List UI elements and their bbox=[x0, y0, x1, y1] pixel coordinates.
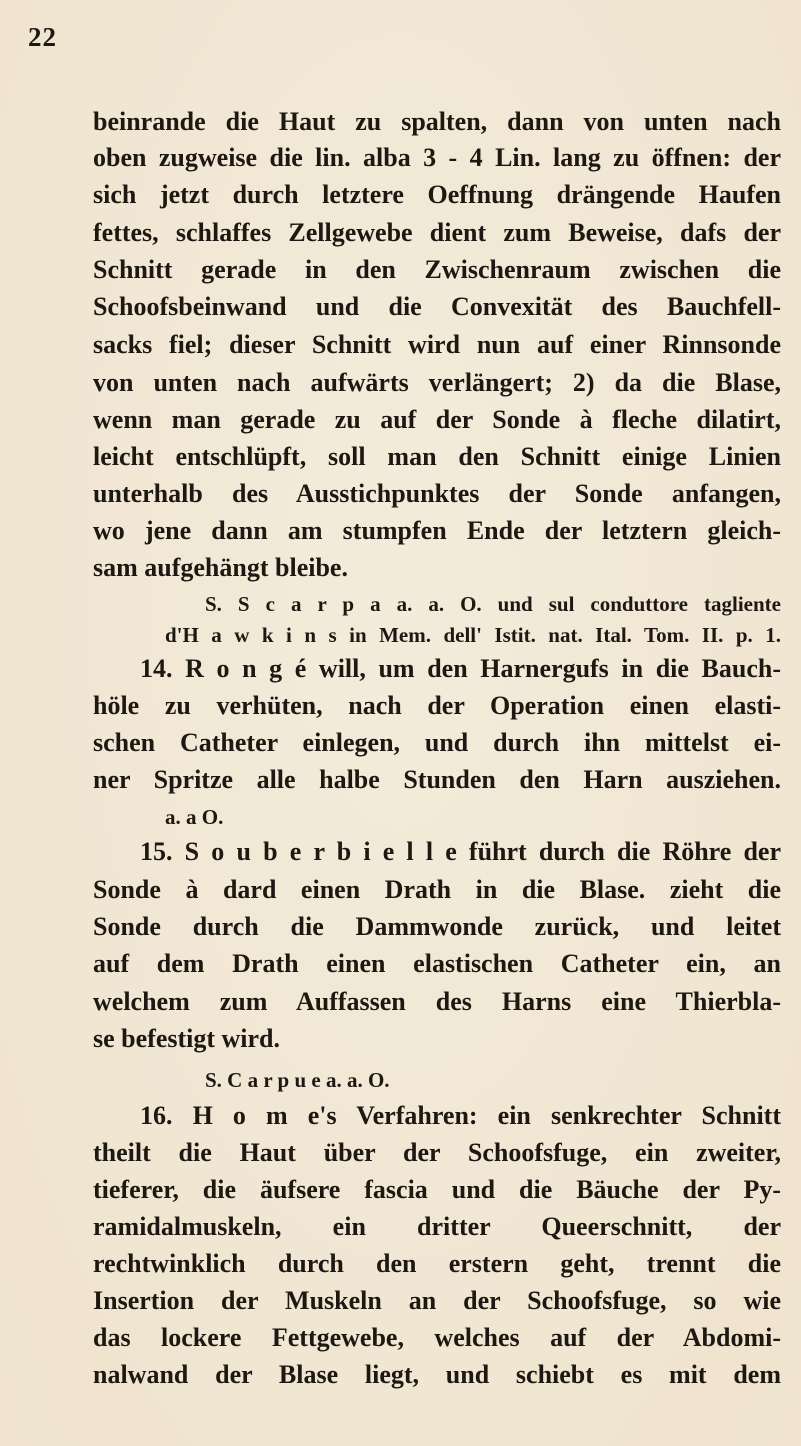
text-line: auf dem Drath einen elastischen Catheter ein, an bbox=[93, 949, 781, 978]
text-line: 14. R o n g é will, um den Harnergufs in die Bauch- bbox=[140, 654, 781, 683]
text-line: oben zugweise die lin. alba 3 - 4 Lin. lang zu öffnen: der bbox=[93, 143, 781, 172]
text-line: welchem zum Auffassen des Harns eine Thierbla- bbox=[93, 987, 781, 1016]
text-line: das lockere Fettgewebe, welches auf der Abdomi- bbox=[93, 1323, 781, 1352]
text-line: unterhalb des Ausstichpunktes der Sonde anfangen, bbox=[93, 479, 781, 508]
text-line: sam aufgehängt bleibe. bbox=[93, 553, 348, 582]
text-line: beinrande die Haut zu spalten, dann von unten nach bbox=[93, 107, 781, 136]
text-line: S. S c a r p a a. a. O. und sul conduttore tagliente bbox=[205, 592, 781, 616]
text-line: fettes, schlaffes Zellgewebe dient zum Beweise, dafs der bbox=[93, 218, 781, 247]
text-line: se befestigt wird. bbox=[93, 1024, 281, 1053]
text-line: Insertion der Muskeln an der Schoofsfuge, so wie bbox=[93, 1286, 781, 1315]
text-line: d'H a w k i n s in Mem. dell' Istit. nat. Ital. Tom. II. p. 1. bbox=[165, 623, 781, 647]
text-line: wo jene dann am stumpfen Ende der letztern gleich- bbox=[93, 516, 781, 545]
text-line: 16. H o m e's Verfahren: ein senkrechter Schnitt bbox=[140, 1101, 781, 1130]
text-line: Sonde durch die Dammwonde zurück, und leitet bbox=[93, 912, 781, 941]
text-line: theilt die Haut über der Schoofsfuge, ein zweiter, bbox=[93, 1138, 781, 1167]
text-line: 15. S o u b e r b i e l l e führt durch die Röhre der bbox=[140, 837, 781, 866]
text-line: leicht entschlüpft, soll man den Schnitt einige Linien bbox=[93, 442, 781, 471]
text-line: Schoofsbeinwand und die Convexität des Bauchfell- bbox=[93, 292, 781, 321]
page-number: 22 bbox=[28, 22, 57, 52]
text-line: wenn man gerade zu auf der Sonde à fleche dilatirt, bbox=[93, 405, 781, 434]
text-line: höle zu verhüten, nach der Operation einen elasti- bbox=[93, 691, 781, 720]
text-line: Sonde à dard einen Drath in die Blase. zieht die bbox=[93, 875, 781, 904]
text-line: sich jetzt durch letztere Oeffnung drängende Haufen bbox=[93, 180, 781, 209]
text-line: von unten nach aufwärts verlängert; 2) da die Blase, bbox=[93, 368, 781, 397]
text-line: a. a O. bbox=[165, 805, 224, 829]
text-line: sacks fiel; dieser Schnitt wird nun auf einer Rinnsonde bbox=[93, 330, 781, 359]
text-line: ner Spritze alle halbe Stunden den Harn ausziehen. bbox=[93, 765, 781, 794]
text-line: tieferer, die äufsere fascia und die Bäuche der Py- bbox=[93, 1175, 781, 1204]
text-line: S. C a r p u e a. a. O. bbox=[205, 1068, 390, 1092]
text-line: rechtwinklich durch den erstern geht, trennt die bbox=[93, 1249, 781, 1278]
text-line: nalwand der Blase liegt, und schiebt es mit dem bbox=[93, 1360, 781, 1389]
text-line: schen Catheter einlegen, und durch ihn mittelst ei- bbox=[93, 728, 781, 757]
text-line: Schnitt gerade in den Zwischenraum zwischen die bbox=[93, 255, 781, 284]
text-line: ramidalmuskeln, ein dritter Queerschnitt, der bbox=[93, 1212, 781, 1241]
